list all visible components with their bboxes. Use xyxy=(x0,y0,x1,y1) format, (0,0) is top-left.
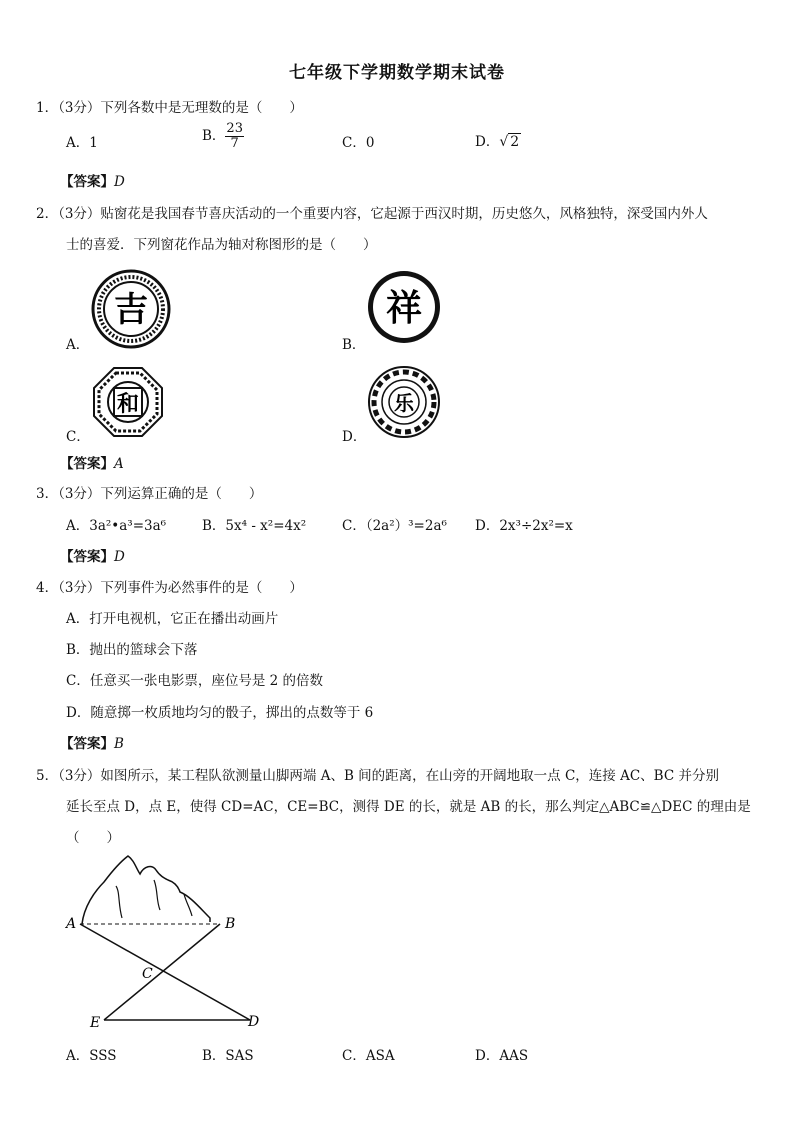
window-flower-le-image xyxy=(366,364,442,440)
q4-option-b: B．抛出的篮球会下落 xyxy=(66,642,198,658)
q1-radicand: 2 xyxy=(510,134,520,150)
point-a-label: A xyxy=(66,916,77,932)
q4-option-c: C．任意买一张电影票，座位号是 2 的倍数 xyxy=(66,673,324,689)
q2-stem-line1: 2．（3分）贴窗花是我国春节喜庆活动的一个重要内容，它起源于西汉时期，历史悠久，风格独特，深受国内外人 xyxy=(36,206,708,222)
point-b-label: B xyxy=(225,916,236,932)
q3-stem: 3．（3分）下列运算正确的是（ ） xyxy=(36,486,263,502)
q3-option-d: D．2x³÷2x²=x xyxy=(475,518,573,534)
q1-fraction-numerator: 23 xyxy=(226,121,243,136)
q4-option-a: A．打开电视机，它正在播出动画片 xyxy=(66,611,279,627)
page-title: 七年级下学期数学期末试卷 xyxy=(289,63,505,83)
q1-stem: 1．（3分）下列各数中是无理数的是（ ） xyxy=(36,100,303,116)
q2-answer xyxy=(60,452,124,472)
window-flower-ji-image xyxy=(90,268,172,350)
mountain-ridge-middle xyxy=(154,880,160,910)
q5-stem-line2: 延长至点 D，点 E，使得 CD=AC，CE=BC，测得 DE 的长，就是 AB 的长，那么判定△ABC≌△DEC 的理由是 xyxy=(66,799,751,815)
point-e-label: E xyxy=(90,1015,101,1031)
q2-stem-line2: 士的喜爱．下列窗花作品为轴对称图形的是（ ） xyxy=(66,237,377,253)
q1-option-a: A．1 xyxy=(66,135,98,151)
q4-stem: 4．（3分）下列事件为必然事件的是（ ） xyxy=(36,580,303,596)
window-flower-xiang-image xyxy=(365,268,443,346)
q1-option-d xyxy=(475,130,521,150)
mountain-triangle-diagram xyxy=(60,852,280,1034)
segment-be xyxy=(104,924,220,1020)
q3-answer-value: D xyxy=(114,549,125,565)
q2-answer-value: A xyxy=(114,456,124,472)
q1-answer xyxy=(60,170,125,190)
q4-answer xyxy=(60,732,124,752)
q1-fraction xyxy=(225,122,244,151)
q1-answer-label: 【答案】 xyxy=(60,174,114,190)
q2-option-d: D． xyxy=(342,429,367,445)
q1-option-b xyxy=(202,122,244,151)
window-flower-he-char: 和 xyxy=(116,391,140,417)
window-flower-he-image xyxy=(92,366,164,438)
window-flower-le-char: 乐 xyxy=(394,391,414,415)
q5-option-c: C．ASA xyxy=(342,1048,395,1064)
q1-fraction-denominator: 7 xyxy=(230,136,239,151)
q1-option-d-prefix: D． xyxy=(475,134,500,150)
q1-answer-value: D xyxy=(114,174,125,190)
mountain-ridge-left xyxy=(116,886,122,918)
q5-option-d: D．AAS xyxy=(475,1048,529,1064)
q1-option-b-prefix: B． xyxy=(202,128,226,144)
window-flower-ji-char: 吉 xyxy=(114,290,148,330)
point-c-label: C xyxy=(142,966,153,982)
q3-answer-label: 【答案】 xyxy=(60,549,114,565)
point-d-label: D xyxy=(248,1014,260,1030)
q2-option-a: A． xyxy=(66,337,90,353)
sqrt-symbol: √ 2 xyxy=(499,134,520,150)
q2-option-b: B． xyxy=(342,337,366,353)
q5-option-a: A．SSS xyxy=(66,1048,117,1064)
q3-option-b: B．5x⁴ - x²=4x² xyxy=(202,518,307,534)
q3-answer xyxy=(60,545,125,565)
q5-stem-line3: （ ） xyxy=(66,830,120,846)
q3-option-c: C．（2a²）³=2a⁶ xyxy=(342,518,447,534)
q3-option-a: A．3a²•a³=3a⁶ xyxy=(66,518,167,534)
q2-answer-label: 【答案】 xyxy=(60,456,114,472)
q1-option-c: C．0 xyxy=(342,135,375,151)
q5-stem-line1: 5．（3分）如图所示，某工程队欲测量山脚两端 A、B 间的距离，在山旁的开阔地取一点 C，连接 AC、BC 并分别 xyxy=(36,768,719,784)
q4-answer-label: 【答案】 xyxy=(60,736,114,752)
q4-answer-value: B xyxy=(114,736,124,752)
segment-ad xyxy=(80,924,250,1020)
window-flower-xiang-char: 祥 xyxy=(385,287,423,329)
q2-option-c: C． xyxy=(66,429,90,445)
q4-option-d: D．随意掷一枚质地均匀的骰子，掷出的点数等于 6 xyxy=(66,705,374,721)
q5-option-b: B．SAS xyxy=(202,1048,254,1064)
